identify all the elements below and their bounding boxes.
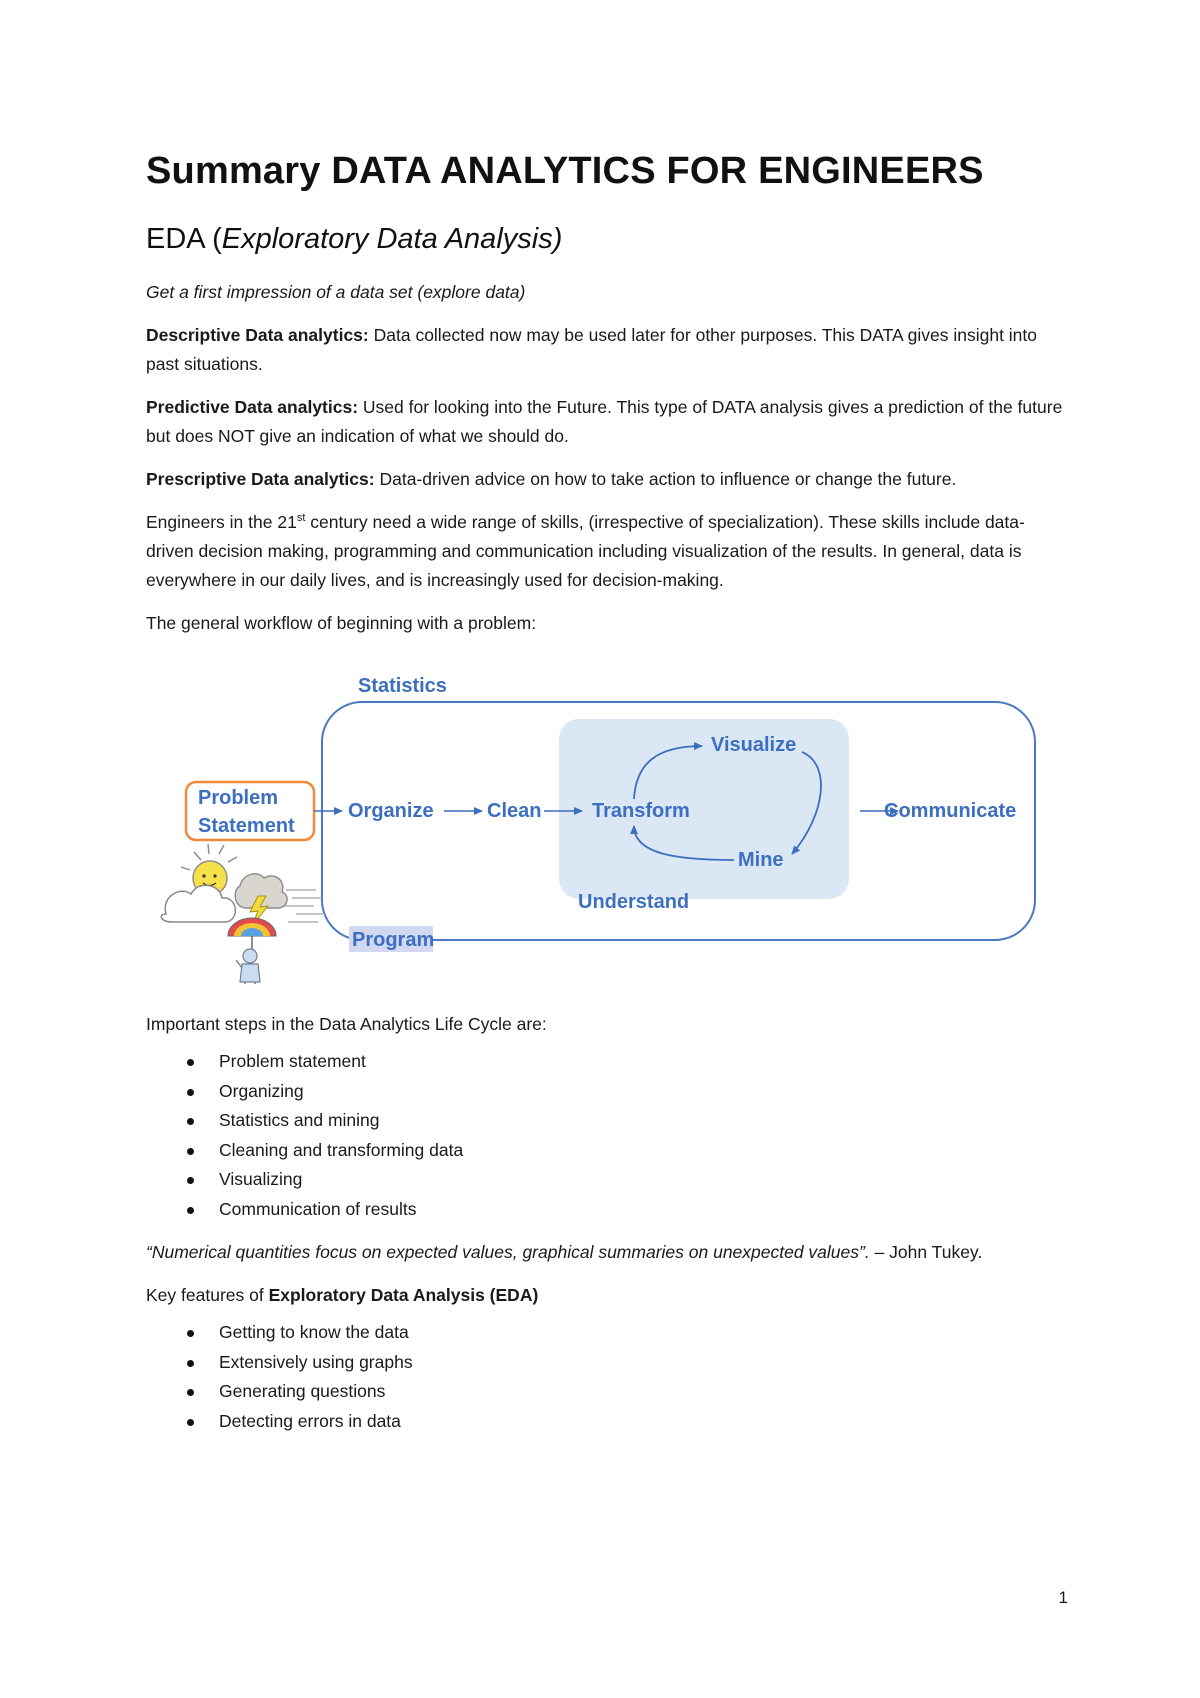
bullet-icon [187, 1419, 194, 1426]
list-item: Cleaning and transforming data [146, 1136, 1066, 1166]
bullet-icon [187, 1177, 194, 1184]
label-organize: Organize [348, 800, 434, 822]
label-statistics: Statistics [358, 675, 447, 697]
label-program: Program [352, 929, 435, 951]
bullet-icon [187, 1089, 194, 1096]
engineers-text-before: Engineers in the 21 [146, 512, 297, 532]
predictive-paragraph [146, 393, 1066, 451]
page-number: 1 [1058, 1588, 1068, 1607]
section-heading [146, 223, 1066, 256]
list-item: Problem statement [146, 1047, 1066, 1077]
document-title: Summary DATA ANALYTICS FOR ENGINEERS [146, 150, 984, 192]
quote-author: – John Tukey. [869, 1242, 983, 1262]
bullet-icon [187, 1118, 194, 1125]
label-problem-line1: Problem [198, 787, 279, 809]
bullet-icon [187, 1389, 194, 1396]
prescriptive-paragraph [146, 465, 1066, 494]
descriptive-text: Data collected now may be used later for other purposes. This DATA gives insight into past situations. [146, 325, 1038, 374]
bullet-icon [187, 1360, 194, 1367]
weather-clipart [161, 844, 326, 984]
label-problem-line2: Statement [198, 815, 295, 837]
list-item: Detecting errors in data [146, 1407, 1066, 1437]
section-heading-italic: Exploratory Data Analysis) [221, 223, 563, 255]
key-features-prefix: Key features of [146, 1285, 269, 1305]
list-item: Communication of results [146, 1195, 1066, 1225]
bullet-icon [187, 1207, 194, 1214]
label-transform: Transform [592, 800, 690, 822]
label-visualize: Visualize [711, 734, 797, 756]
engineers-text-after: century need a wide range of skills, (irrespective of specialization). These skills include data-driven decision making, programming and communication including visualization of the results. In general, data is everywhere in our daily lives, and is increasingly used for decision-making. [146, 512, 1025, 590]
label-communicate: Communicate [884, 800, 1017, 822]
workflow-diagram [146, 664, 1066, 984]
tukey-quote [146, 1238, 1066, 1267]
descriptive-paragraph [146, 321, 1066, 379]
engineers-paragraph [146, 508, 1066, 595]
label-clean: Clean [487, 800, 542, 822]
key-features-list [146, 1318, 1066, 1436]
bullet-icon [187, 1059, 194, 1066]
descriptive-term: Descriptive Data analytics: [146, 325, 369, 345]
lifecycle-list [146, 1047, 1066, 1224]
prescriptive-term: Prescriptive Data analytics: [146, 469, 375, 489]
label-understand: Understand [578, 891, 690, 913]
predictive-term: Predictive Data analytics: [146, 397, 359, 417]
bullet-icon [187, 1330, 194, 1337]
prescriptive-text: Data-driven advice on how to take action to influence or change the future. [374, 469, 957, 489]
quote-text: “Numerical quantities focus on expected values, graphical summaries on unexpected values”. [146, 1242, 870, 1262]
label-mine: Mine [738, 849, 784, 871]
list-item: Statistics and mining [146, 1106, 1066, 1136]
list-item: Organizing [146, 1077, 1066, 1107]
list-item: Extensively using graphs [146, 1348, 1066, 1378]
page-content [146, 150, 1066, 1436]
key-features-bold: Exploratory Data Analysis (EDA) [268, 1285, 539, 1305]
section-heading-prefix: EDA ( [146, 223, 222, 255]
bullet-icon [187, 1148, 194, 1155]
predictive-text: Used for looking into the Future. This type of DATA analysis gives a prediction of the future but does NOT give an indication of what we should do. [146, 397, 1063, 446]
engineers-superscript: st [296, 512, 306, 525]
key-features-intro [146, 1281, 1066, 1310]
workflow-intro: The general workflow of beginning with a problem: [146, 613, 537, 633]
lifecycle-intro: Important steps in the Data Analytics Life Cycle are: [146, 1014, 547, 1034]
intro-text: Get a first impression of a data set (explore data) [146, 282, 526, 302]
list-item: Getting to know the data [146, 1318, 1066, 1348]
list-item: Generating questions [146, 1377, 1066, 1407]
list-item: Visualizing [146, 1165, 1066, 1195]
